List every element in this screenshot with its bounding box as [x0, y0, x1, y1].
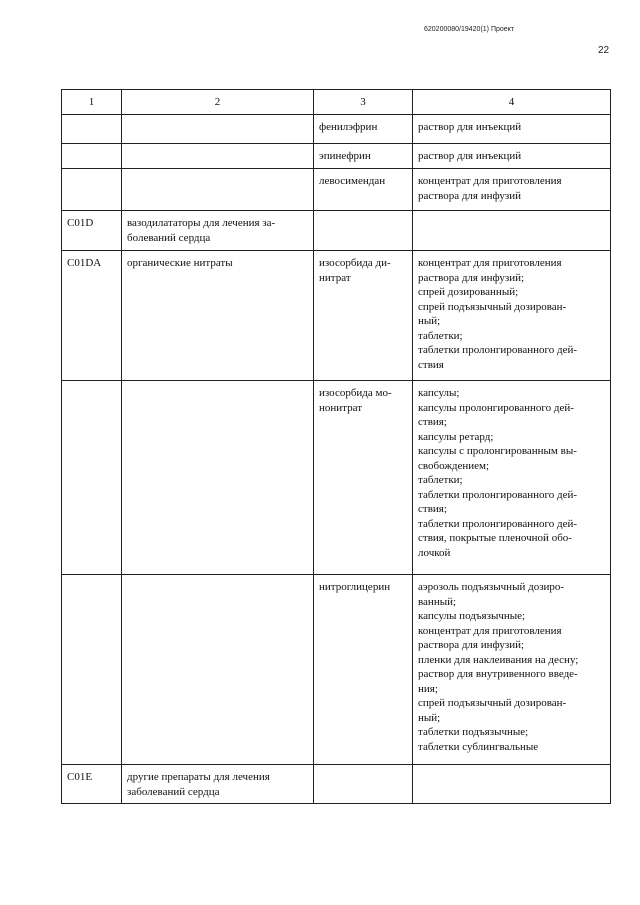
drug-name: изосорбида ди- [319, 257, 391, 269]
dosage-form: ствия, покрытые пленочной обо- [418, 532, 572, 544]
dosage-form: таблетки; [418, 329, 463, 342]
header-col-1: 1 [62, 90, 122, 115]
atc-code-cell [62, 381, 122, 575]
dosage-form: раствор для внутривенного введе- [418, 668, 578, 680]
drug-name: эпинефрин [319, 150, 371, 162]
dosage-form: спрей дозированный; [418, 286, 519, 298]
atc-code-cell [62, 115, 122, 144]
pharmacological-group: органические нитраты [127, 257, 233, 269]
dosage-form: ствия [418, 358, 444, 371]
drug-table [61, 89, 611, 804]
table-row [62, 251, 611, 381]
header-col-4: 4 [413, 90, 611, 115]
dosage-form: ванный; [418, 595, 457, 608]
atc-code: C01DA [67, 257, 102, 269]
dosage-form: лочкой [418, 546, 451, 559]
dosage-form: раствор для инъекций [418, 121, 522, 133]
dosage-forms-cell [413, 115, 611, 144]
drug-name-cell [314, 211, 413, 251]
dosage-form: раствор для инъекций [418, 150, 522, 162]
table-row [62, 381, 611, 575]
table-header-row [62, 90, 611, 115]
pharmacological-group-cell [122, 381, 314, 575]
table-row [62, 144, 611, 169]
dosage-form: свобождением; [418, 459, 490, 472]
drug-name-cell [314, 765, 413, 804]
atc-code: C01E [67, 771, 93, 783]
dosage-forms-cell [413, 251, 611, 381]
dosage-form: капсулы подъязычные; [418, 610, 526, 622]
atc-code-cell [62, 575, 122, 765]
header-col-2: 2 [122, 90, 314, 115]
atc-code-cell [62, 144, 122, 169]
dosage-form: концентрат для приготовления [418, 257, 562, 269]
pharmacological-group: вазодилататоры для лечения за- [127, 217, 276, 229]
dosage-forms-cell [413, 381, 611, 575]
pharmacological-group: болеваний сердца [127, 231, 211, 244]
dosage-form: капсулы пролонгированного дей- [418, 401, 574, 414]
dosage-form: таблетки пролонгированного дей- [418, 488, 578, 501]
table-row [62, 765, 611, 804]
dosage-form: ствия; [418, 416, 447, 428]
dosage-form: таблетки пролонгированного дей- [418, 344, 578, 356]
drug-name: левосимендан [319, 175, 386, 187]
dosage-form: раствора для инфузий; [418, 639, 525, 651]
dosage-form: таблетки сублингвальные [418, 740, 539, 753]
dosage-form: капсулы; [418, 387, 460, 399]
atc-code-cell [62, 765, 122, 804]
dosage-form: раствора для инфузий [418, 189, 521, 202]
document-id: 620200080/19420(1) Проект [424, 26, 515, 33]
dosage-form: спрей подъязычный дозирован- [418, 697, 567, 709]
dosage-forms-cell [413, 211, 611, 251]
dosage-forms-cell [413, 575, 611, 765]
pharmacological-group-cell [122, 765, 314, 804]
drug-name-cell [314, 251, 413, 381]
dosage-form: капсулы с пролонгированным вы- [418, 445, 577, 457]
pharmacological-group: другие препараты для лечения [127, 771, 270, 783]
pharmacological-group: заболеваний сердца [127, 785, 220, 798]
dosage-form: пленки для наклеивания на десну; [418, 653, 579, 666]
atc-code: C01D [67, 217, 94, 229]
pharmacological-group-cell [122, 251, 314, 381]
table-row [62, 115, 611, 144]
drug-name-cell [314, 169, 413, 211]
dosage-form: спрей подъязычный дозирован- [418, 300, 567, 313]
table-row [62, 575, 611, 765]
pharmacological-group-cell [122, 211, 314, 251]
drug-name-cell [314, 144, 413, 169]
dosage-forms-cell [413, 169, 611, 211]
dosage-form: таблетки; [418, 474, 463, 486]
atc-code-cell [62, 169, 122, 211]
table-row [62, 211, 611, 251]
pharmacological-group-cell [122, 169, 314, 211]
header-col-3: 3 [314, 90, 413, 115]
dosage-form: аэрозоль подъязычный дозиро- [418, 581, 565, 593]
dosage-form: концентрат для приготовления [418, 175, 562, 187]
dosage-forms-cell [413, 765, 611, 804]
drug-name-cell [314, 575, 413, 765]
pharmacological-group-cell [122, 115, 314, 144]
dosage-form: таблетки пролонгированного дей- [418, 517, 578, 530]
drug-name: нитрат [319, 271, 351, 284]
drug-name: нитроглицерин [319, 581, 391, 593]
drug-name: изосорбида мо- [319, 387, 392, 399]
pharmacological-group-cell [122, 144, 314, 169]
drug-name-cell [314, 381, 413, 575]
dosage-form: ствия; [418, 503, 447, 515]
dosage-form: таблетки подъязычные; [418, 726, 529, 738]
dosage-form: ный; [418, 315, 441, 327]
dosage-form: раствора для инфузий; [418, 271, 525, 284]
dosage-form: капсулы ретард; [418, 430, 494, 443]
drug-name: фенилэфрин [319, 121, 378, 133]
dosage-forms-cell [413, 144, 611, 169]
drug-name-cell [314, 115, 413, 144]
dosage-form: концентрат для приготовления [418, 624, 562, 637]
drug-name: нонитрат [319, 401, 363, 414]
atc-code-cell [62, 211, 122, 251]
table-row [62, 169, 611, 211]
dosage-form: ный; [418, 711, 441, 724]
page-number: 22 [598, 45, 610, 56]
dosage-form: ния; [418, 682, 438, 695]
pharmacological-group-cell [122, 575, 314, 765]
atc-code-cell [62, 251, 122, 381]
